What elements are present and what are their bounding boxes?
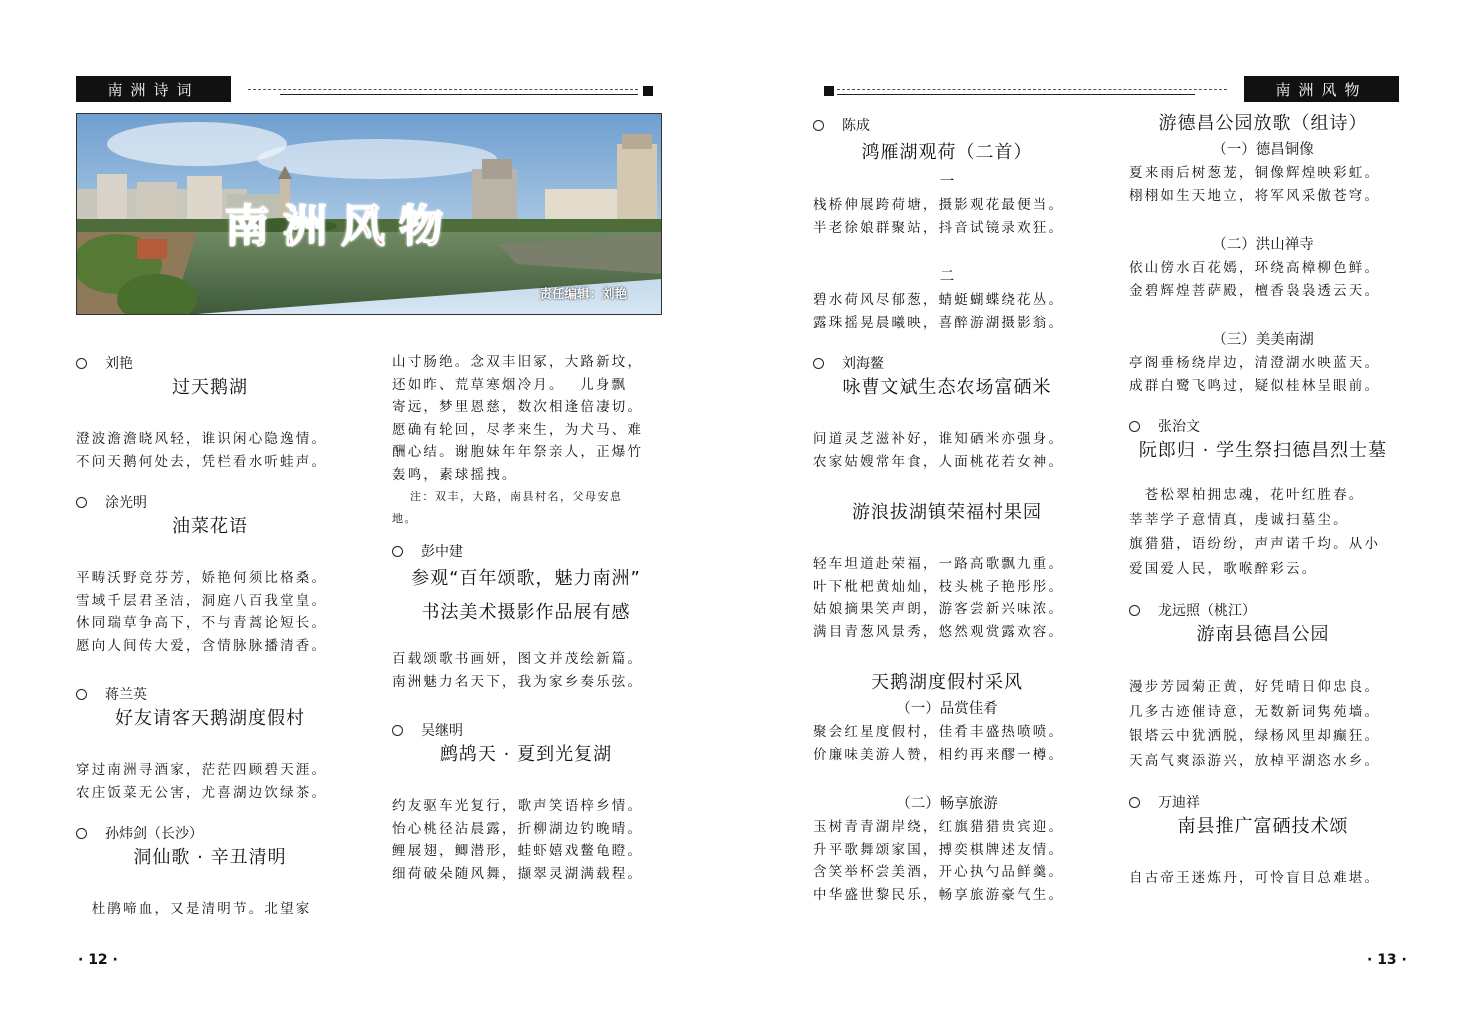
banner-editor-credit: 责任编辑：刘艳 — [539, 286, 627, 301]
poem-title: 油菜花语 — [172, 516, 248, 537]
poem-title: 游浪拔湖镇荣福村果园 — [852, 502, 1042, 523]
poem-line: 叶下枇杷黄灿灿，枝头桃子艳彤彤。 — [813, 578, 1065, 595]
left-column-2 — [392, 351, 660, 885]
poem — [392, 540, 660, 693]
poem-title: 南县推广富硒技术颂 — [1177, 816, 1349, 837]
poem-line: 栈桥伸展跨荷塘，摄影观花最便当。 — [813, 197, 1065, 213]
header-square-icon — [824, 86, 834, 96]
poem-author: 吴继明 — [421, 723, 463, 739]
poem — [76, 352, 344, 473]
poem-line: 金碧辉煌菩萨殿，檀香袅袅透云天。 — [1129, 282, 1381, 299]
poem-author: 刘艳 — [105, 356, 133, 372]
poem-line: 满目青葱风景秀，悠然观赏露欢容。 — [813, 623, 1065, 640]
poem — [813, 352, 1081, 473]
poem-title: 咏曹文斌生态农场富硒米 — [842, 377, 1052, 398]
poem-line: 价廉味美游人赞，相约再来醪一樽。 — [813, 746, 1065, 763]
poem-line: 细荷破朵随风舞，撷翠灵湖满载程。 — [392, 865, 644, 882]
poem-author: 孙炜剑（长沙） — [105, 826, 203, 842]
poem-line: 杜鹃啼血，又是清明节。北望家 — [76, 901, 312, 917]
poem-line: 夏来雨后树葱茏，铜像辉煌映彩虹。 — [1129, 165, 1381, 181]
poem-line: 雪域千层君圣洁，洞庭八百我堂皇。 — [76, 592, 328, 609]
poem-line: 天高气爽添游兴，放棹平湖恣水乡。 — [1129, 752, 1381, 769]
poem-title: 洞仙歌 · 辛丑清明 — [133, 847, 287, 868]
header-square-icon — [643, 86, 653, 96]
right-column-1 — [813, 114, 1081, 906]
poem-title: 游德昌公园放歌（组诗） — [1158, 113, 1368, 134]
page-number: · 12 · — [78, 952, 118, 968]
poem-title: 参观“百年颂歌，魅力南洲” — [411, 568, 641, 589]
poem-line: 旗猎猎，语纷纷，声声诺千均。从小 — [1129, 536, 1381, 552]
poem-line: 依山傍水百花嫣，环绕高樟柳色鲜。 — [1129, 260, 1381, 276]
poem-line: 成群白鹭飞鸣过，疑似桂林呈眼前。 — [1129, 377, 1381, 394]
poem-line: 轰鸣，素球摇拽。 — [392, 466, 518, 483]
poem — [813, 669, 1081, 906]
poem-line: 含笑举杯尝美酒，开心执勺品鲜羹。 — [813, 864, 1065, 880]
poem-line: 愿确有轮回，尽孝来生，为犬马、难 — [392, 421, 644, 438]
header-rule-solid — [280, 94, 638, 95]
poem-line: 休同瑞草争高下，不与青蒿论短长。 — [76, 615, 328, 631]
poem-title: 阮郎归 · 学生祭扫德昌烈士墓 — [1138, 440, 1388, 461]
poem-line: 几多古迹催诗意，无数新词隽苑墙。 — [1129, 703, 1381, 720]
poem-line: 升平歌舞颂家国，搏奕棋牌述友情。 — [813, 841, 1065, 858]
poem-subtitle: （一）德昌铜像 — [1212, 142, 1314, 158]
poem-line: 栩栩如生天地立，将军风采傲苍穹。 — [1129, 187, 1381, 204]
poem-author: 张治文 — [1158, 419, 1200, 435]
poem-author: 涂光明 — [105, 495, 147, 511]
poem-line: 农庄饭菜无公害，尤喜湖边饮绿茶。 — [76, 784, 328, 801]
poem-line: 愿向人间传大爱，含情脉脉播清香。 — [76, 637, 328, 654]
poem-author: 彭中建 — [421, 544, 463, 560]
right-page — [737, 0, 1474, 1020]
poem-title: 天鹅湖度假村采风 — [871, 672, 1023, 693]
poem-line: 怡心桃径沾晨露，折柳湖边钓晚晴。 — [392, 820, 644, 837]
poem-author: 蒋兰英 — [105, 687, 147, 703]
circle-bullet-icon — [1129, 797, 1140, 808]
poem-line: 中华盛世黎民乐，畅享旅游豪气生。 — [813, 886, 1065, 903]
poem-line: 问道灵芝滋补好，谁知硒米亦强身。 — [813, 431, 1065, 447]
poem-title: 鸿雁湖观荷（二首） — [861, 142, 1033, 163]
poem-title: 书法美术摄影作品展有感 — [421, 602, 631, 623]
poem-note: 注：双丰，大路，南县村名，父母安息 — [410, 490, 623, 503]
poem-line: 还如昨、荒草寒烟冷月。 儿身飘 — [392, 376, 628, 393]
circle-bullet-icon — [1129, 605, 1140, 616]
poem-note: 地。 — [392, 512, 417, 525]
poem-part-label: 一 — [939, 174, 955, 190]
poem-line: 轻车坦道赴荣福，一路高歌飘九重。 — [813, 556, 1065, 572]
poem-line: 自古帝王迷炼丹，可怜盲目总难堪。 — [1129, 870, 1381, 886]
poem-line: 百载颂歌书画妍，图文并茂绘新篇。 — [392, 651, 644, 667]
banner-title: 南洲风物 — [225, 201, 457, 252]
poem-line: 平畴沃野竞芬芳，娇艳何须比格桑。 — [76, 570, 328, 586]
circle-bullet-icon — [76, 689, 87, 700]
poem-line: 鲤展翅，鲫潜形，蛙虾嬉戏鳖龟瞪。 — [392, 843, 644, 859]
poem — [76, 822, 344, 921]
poem-subtitle: （二）畅享旅游 — [896, 796, 998, 812]
poem — [813, 114, 1081, 334]
poem-line: 穿过南洲寻酒家，茫茫四顾碧天涯。 — [76, 762, 328, 778]
page-number: · 13 · — [1367, 952, 1407, 968]
poem-line: 莘莘学子意情真，虔诚扫墓尘。 — [1129, 511, 1349, 528]
circle-bullet-icon — [813, 358, 824, 369]
poem-title: 鹧鸪天 · 夏到光复湖 — [439, 744, 613, 765]
poem-line: 聚会红星度假村，佳肴丰盛热喷喷。 — [813, 724, 1065, 740]
header-rule — [837, 89, 1227, 90]
poem-author: 龙远照（桃江） — [1158, 603, 1256, 619]
poem-line: 寄远，梦里恩慈，数次相逢倍凄切。 — [392, 399, 644, 415]
poem-line: 山寸肠绝。念双丰旧冢，大路新坟， — [392, 354, 644, 370]
header-rule — [248, 89, 638, 90]
poem — [813, 499, 1081, 643]
header-rule-solid — [837, 94, 1195, 95]
circle-bullet-icon — [392, 725, 403, 736]
poem-author: 万迪祥 — [1158, 795, 1200, 811]
poem — [76, 683, 344, 804]
poem-line: 姑娘摘果笑声朗，游客尝新兴味浓。 — [813, 601, 1065, 617]
poem-author: 刘海鳌 — [842, 356, 884, 372]
poem — [392, 719, 660, 885]
banner-image — [76, 113, 662, 315]
section-tab: 南洲诗词 — [76, 76, 231, 102]
poem-subtitle: （二）洪山禅寺 — [1212, 237, 1314, 253]
poem-line: 银塔云中犹洒脱，绿杨风里却癫狂。 — [1129, 728, 1381, 744]
circle-bullet-icon — [76, 497, 87, 508]
poem-line: 不问天鹅何处去，凭栏看水听蛙声。 — [76, 453, 328, 470]
circle-bullet-icon — [76, 358, 87, 369]
circle-bullet-icon — [1129, 421, 1140, 432]
poem-line: 酬心结。谢胞妹年年祭亲人，正爆竹 — [392, 444, 644, 460]
poem-title: 游南县德昌公园 — [1196, 624, 1330, 645]
poem-line: 农家姑嫂常年食，人面桃花若女神。 — [813, 453, 1065, 470]
poem-line: 约友驱车光复行，歌声笑语梓乡情。 — [392, 798, 644, 814]
poem-line: 爱国爱人民，歌喉醉彩云。 — [1129, 560, 1318, 577]
poem-line: 露珠摇晃晨曦映，喜醉游湖摄影翁。 — [813, 314, 1065, 331]
poem-line: 半老徐娘群聚站，抖音试镜录欢狂。 — [813, 219, 1065, 236]
left-column-1 — [76, 352, 344, 921]
poem-line: 南洲魅力名天下，我为家乡奏乐弦。 — [392, 673, 644, 690]
poem — [1129, 599, 1397, 773]
poem — [1129, 415, 1397, 581]
poem — [76, 491, 344, 657]
poem-part-label: 二 — [939, 269, 955, 285]
poem-subtitle: （一）品赏佳肴 — [896, 701, 998, 717]
poem — [1129, 791, 1397, 890]
poem-line: 碧水荷风尽郁葱，蜻蜓蝴蝶绕花丛。 — [813, 292, 1065, 308]
poem-subtitle: （三）美美南湖 — [1212, 332, 1314, 348]
poem-title: 好友请客天鹅湖度假村 — [115, 708, 305, 729]
circle-bullet-icon — [76, 828, 87, 839]
circle-bullet-icon — [813, 120, 824, 131]
right-column-2 — [1129, 110, 1397, 890]
poem-author: 陈成 — [842, 118, 870, 134]
poem-line: 亭阁垂杨绕岸边，清澄湖水映蓝天。 — [1129, 355, 1381, 371]
section-tab: 南洲风物 — [1244, 76, 1399, 102]
poem-line: 澄波澹澹晓风轻，谁识闲心隐逸情。 — [76, 431, 328, 447]
poem-line: 漫步芳园菊正黄，好凭晴日仰忠良。 — [1129, 679, 1381, 695]
poem-line: 玉树青青湖岸绕，红旗猎猎贵宾迎。 — [813, 819, 1065, 835]
circle-bullet-icon — [392, 546, 403, 557]
poem — [1129, 110, 1397, 397]
poem-title: 过天鹅湖 — [172, 377, 248, 398]
poem-line: 苍松翠柏拥忠魂，花叶红胜春。 — [1129, 487, 1365, 503]
